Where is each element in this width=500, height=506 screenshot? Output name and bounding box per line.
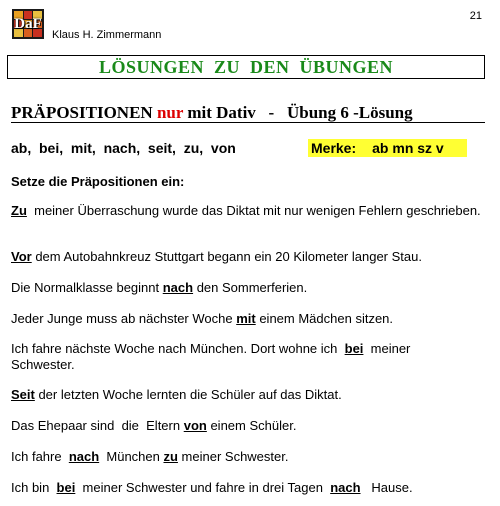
sentence-text: Jeder Junge muss ab nächster Woche [11, 311, 237, 326]
sentence-text: Die Normalklasse beginnt [11, 280, 163, 295]
answer: von [183, 418, 207, 433]
sentence-text: einem Mädchen sitzen. [255, 311, 394, 326]
answer: Zu [11, 203, 27, 218]
heading-highlight: nur [156, 103, 184, 122]
answer: mit [236, 311, 256, 326]
author-name: Klaus H. Zimmermann [52, 29, 162, 41]
sentence-text: einem Schüler. [206, 418, 297, 433]
sentence-text: Hause. [360, 480, 413, 495]
sentence-text: meiner Schwester und fahre in drei Tagen [75, 480, 331, 495]
sentence-2 [11, 249, 481, 265]
sentence-text: der letzten Woche lernten die Schüler auf das Diktat. [34, 387, 342, 402]
sentence-text: meiner Schwester. [177, 449, 289, 464]
sentence-1 [11, 203, 481, 219]
preposition-list: ab, bei, mit, nach, seit, zu, von [11, 140, 236, 156]
answer: nach [162, 280, 194, 295]
sentence-text: meiner Überraschung wurde das Diktat mit nur wenigen Fehlern geschrieben. [26, 203, 481, 218]
heading-part2: mit Dativ - Übung 6 -Lösung [183, 103, 413, 122]
merke-mnemonic: ab mn sz v [372, 140, 444, 156]
page-title-text: LÖSUNGEN ZU DEN ÜBUNGEN [98, 56, 394, 77]
exercise-heading [11, 103, 485, 123]
sentence-text: Das Ehepaar sind die Eltern [11, 418, 184, 433]
sentence-text: meiner Schwester. [11, 341, 415, 372]
sentence-text: München [99, 449, 164, 464]
heading-part1: PRÄPOSITIONEN [11, 103, 157, 122]
sentence-8 [11, 449, 481, 465]
merke-label: Merke: [311, 140, 357, 156]
sentence-9 [11, 480, 481, 496]
heading-underline [11, 122, 485, 123]
answer: bei [344, 341, 364, 356]
sentence-text: Ich fahre [11, 449, 69, 464]
sentence-7 [11, 418, 481, 434]
page-title [7, 55, 485, 79]
sentence-text: dem Autobahnkreuz Stuttgart begann ein 20 Kilometer langer Stau. [31, 249, 422, 264]
answer: nach [330, 480, 361, 495]
sentence-3 [11, 280, 481, 296]
sentence-5 [11, 341, 415, 373]
sentence-text: den Sommerferien. [193, 280, 308, 295]
sentence-6 [11, 387, 481, 403]
merke-box [308, 139, 467, 157]
answer: zu [163, 449, 178, 464]
sentence-text: Ich bin [11, 480, 57, 495]
sentence-4 [11, 311, 481, 327]
page-number: 21 [469, 10, 482, 22]
instruction: Setze die Präpositionen ein: [11, 174, 185, 189]
answer: Seit [11, 387, 35, 402]
answer: bei [56, 480, 76, 495]
answer: nach [68, 449, 100, 464]
answer: Vor [11, 249, 32, 264]
logo-text: DaF [14, 15, 42, 32]
sentence-text: Ich fahre nächste Woche nach München. Dort wohne ich [11, 341, 345, 356]
